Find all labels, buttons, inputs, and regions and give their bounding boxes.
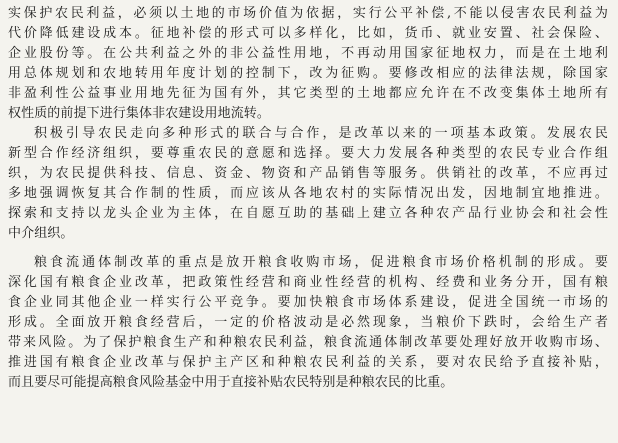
text-line: 非盈利性公益事业用地先征为国有外，其它类型的土地都应允许在不改变集体土地所有	[8, 86, 608, 101]
text-line: 形成。全面放开粮食经营后，一定的价格波动是必然现象，当粮价下跌时，会给生产者	[8, 315, 608, 330]
text-line: 带来风险。为了保护粮食生产和种粮农民利益，粮食流通体制改革要处理好放开收购市场、	[8, 335, 608, 350]
text-line: 织，为农民提供科技、信息、资金、物资和产品销售等服务。供销社的改革，不应再过	[8, 166, 608, 181]
text-line: 深化国有粮食企业改革，把政策性经营和商业性经营的机构、经费和业务分开，国有粮	[8, 275, 608, 290]
text-line: 企业股份等。在公共利益之外的非公益性用地，不再动用国家征地权力，而是在土地利	[8, 46, 608, 61]
text-line: 新型合作经济组织，要尊重农民的意愿和选择。要大力发展各种类型的农民专业合作组	[8, 146, 608, 161]
paragraph-1	[8, 4, 608, 124]
text-line: 中介组织。	[8, 226, 74, 241]
text-line: 积极引导农民走向多种形式的联合与合作，是改革以来的一项基本政策。发展农民	[34, 126, 608, 141]
text-line: 食企业同其他企业一样实行公平竞争。要加快粮食市场体系建设，促进全国统一市场的	[8, 295, 608, 310]
text-line: 实保护农民利益，必须以土地的市场价值为依据，实行公平补偿,不能以侵害农民利益为	[8, 6, 608, 21]
text-line: 用总体规划和农地转用年度计划的控制下，改为征购。要修改相应的法律法规，除国家	[8, 66, 608, 81]
text-line: 粮食流通体制改革的重点是放开粮食收购市场，促进粮食市场价格机制的形成。要	[34, 255, 608, 270]
text-line: 代价降低建设成本。征地补偿的形式可以多样化，比如，货币、就业安置、社会保险、	[8, 26, 608, 41]
text-line: 而且要尽可能提高粮食风险基金中用于直接补贴农民特别是种粮农民的比重。	[8, 375, 454, 390]
text-line: 多地强调恢复其合作制的性质，而应该从各地农村的实际情况出发，因地制宜地推进。	[8, 186, 608, 201]
text-line: 权性质的前提下进行集体非农建设用地流转。	[8, 106, 271, 121]
paragraph-spacer	[8, 244, 608, 253]
paragraph-3	[8, 253, 608, 393]
paragraph-2	[8, 124, 608, 244]
text-line: 推进国有粮食企业改革与保护主产区和种粮农民利益的关系，要对农民给予直接补贴，	[8, 355, 608, 370]
text-line: 探索和支持以龙头企业为主体，在自愿互助的基础上建立各种农产品行业协会和社会性	[8, 206, 608, 221]
